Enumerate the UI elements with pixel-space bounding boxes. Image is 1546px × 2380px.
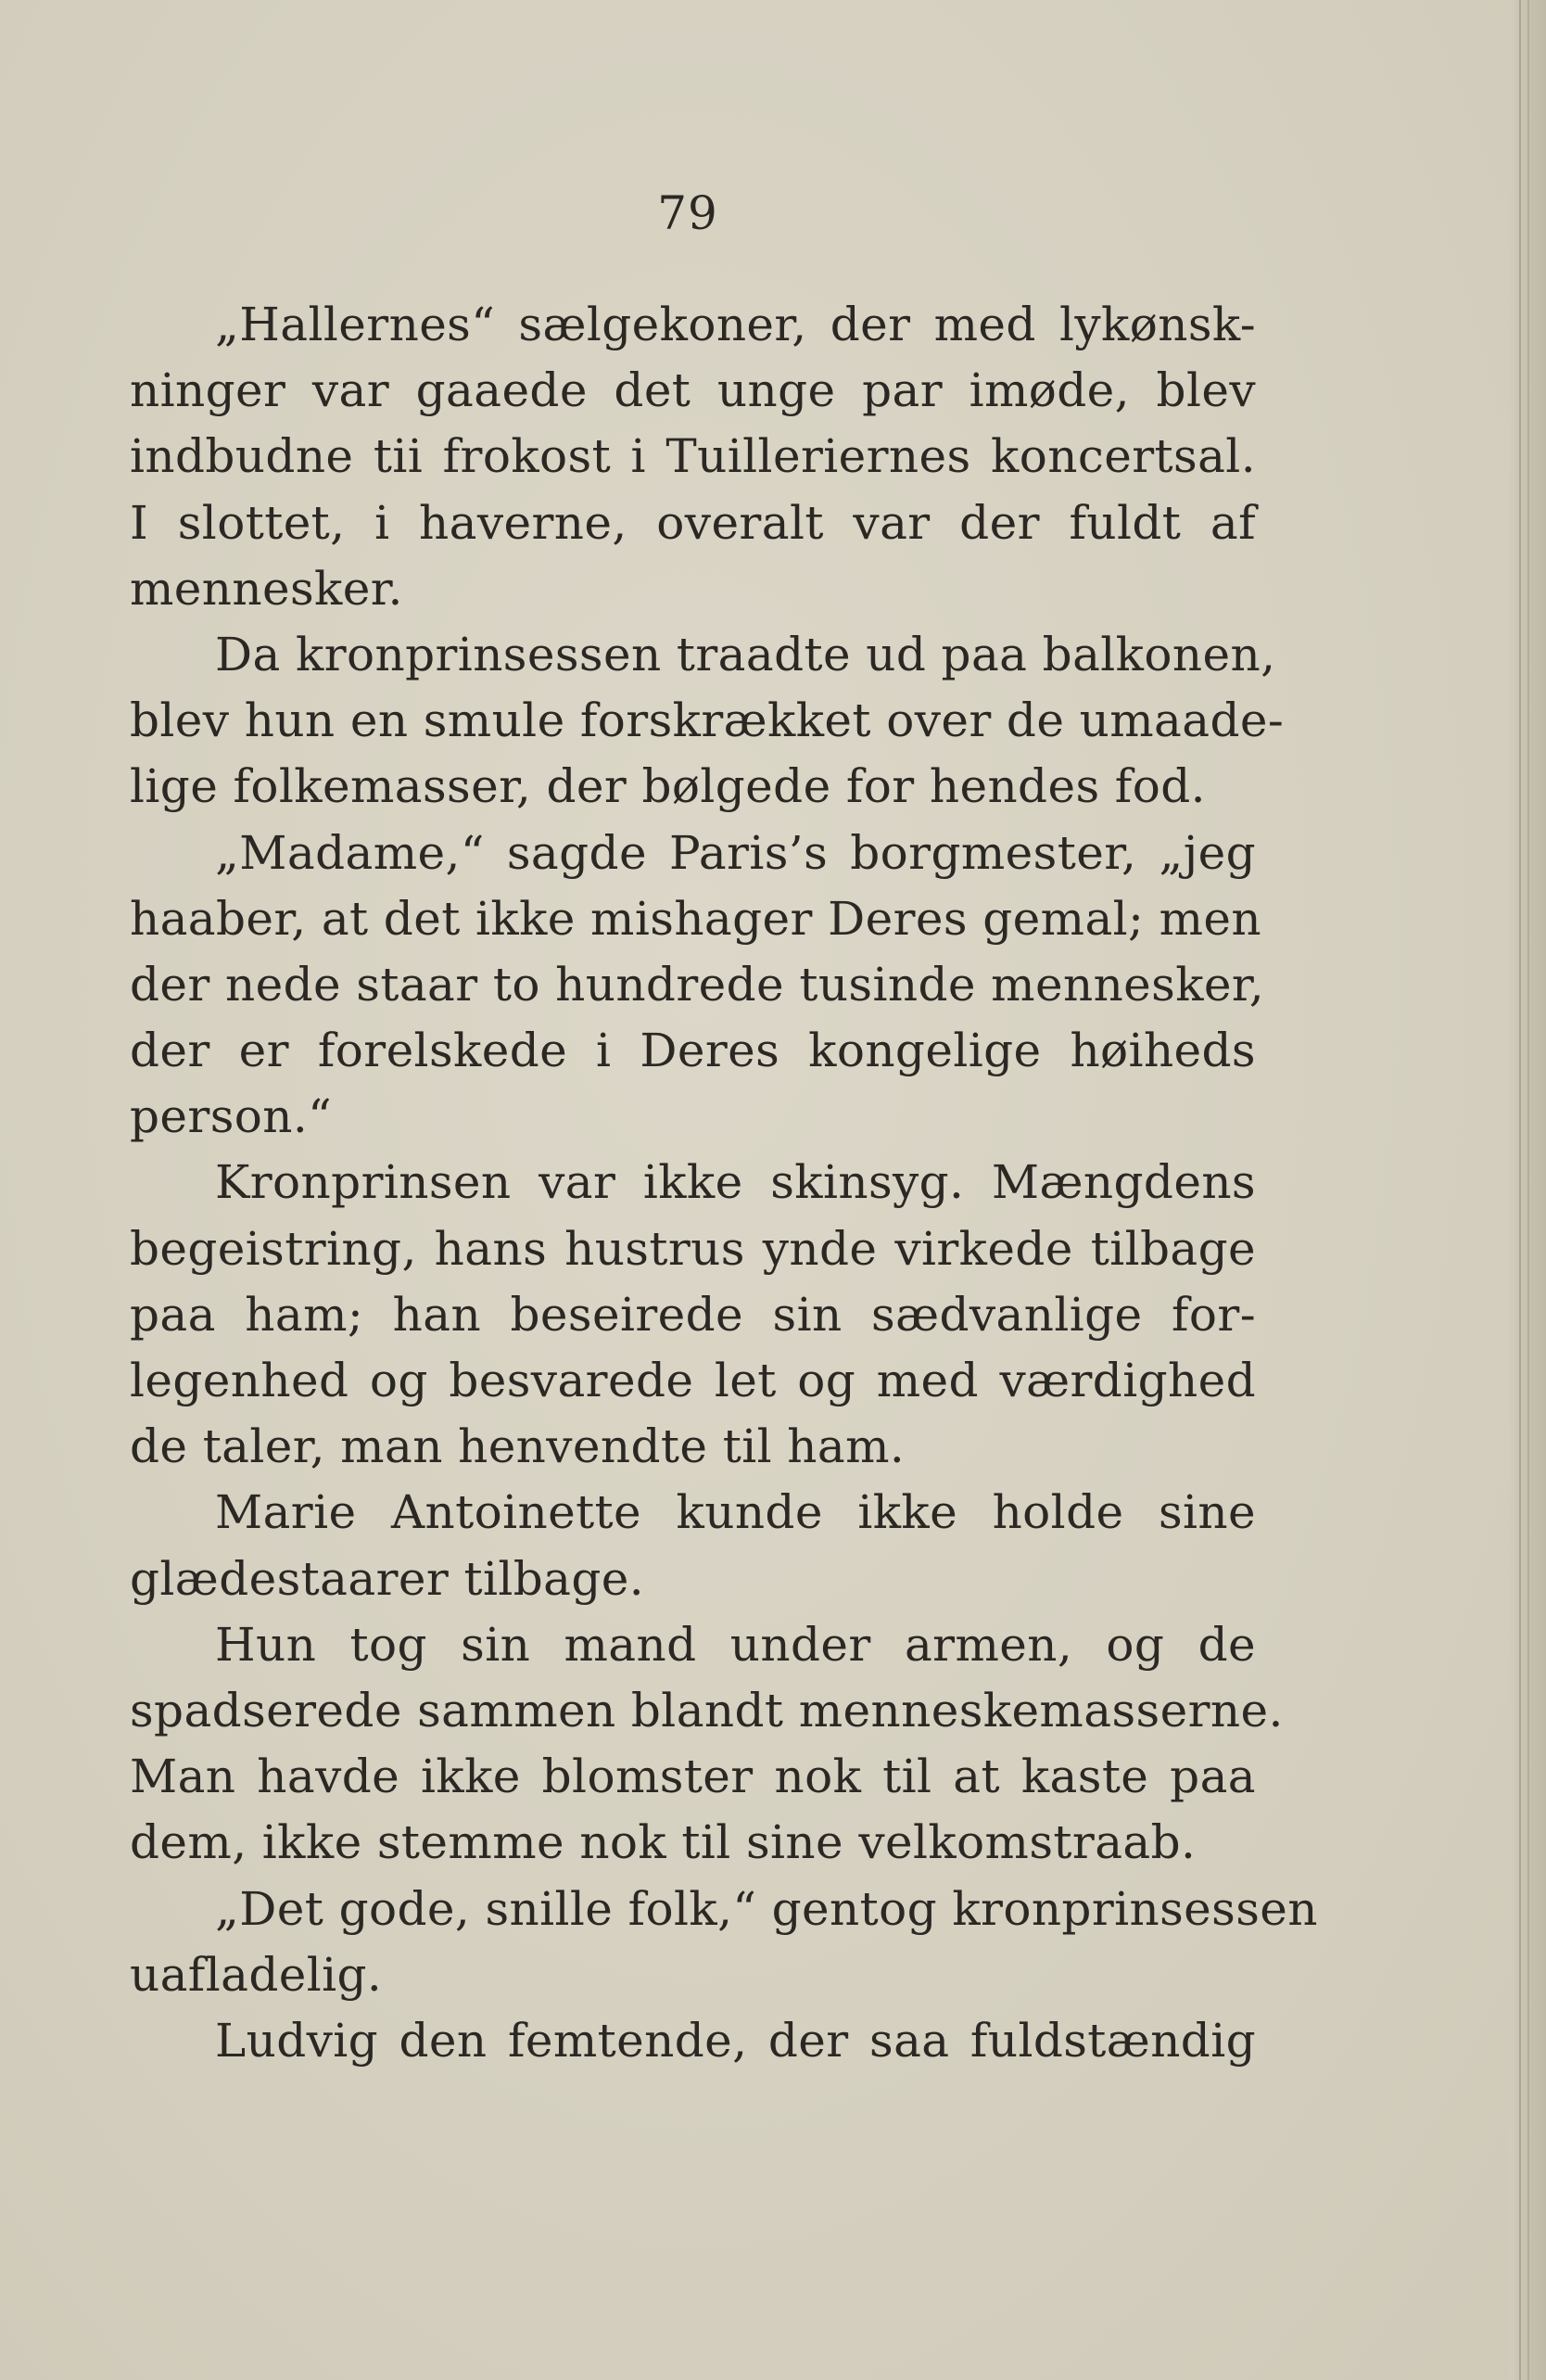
text-line: der er forelskede i Deres kongelige høiheds <box>130 1024 1256 1078</box>
text-line: blev hun en smule forskrækket over de umaade- <box>130 694 1285 748</box>
text-line: mennesker. <box>130 561 403 616</box>
text-line: „Madame,“ sagde Paris’s borgmester, „jeg <box>215 825 1256 880</box>
text-line: person.“ <box>130 1089 333 1144</box>
text-line: der nede staar to hundrede tusinde mennesker, <box>130 957 1265 1012</box>
gutter-line <box>1519 0 1521 2380</box>
gutter-line <box>1527 0 1529 2380</box>
text-line: legenhed og besvarede let og med værdighed <box>130 1354 1256 1407</box>
text-line: paa ham; han beseirede sin sædvanlige for- <box>130 1287 1256 1342</box>
text-line: uafladelig. <box>130 1947 383 2002</box>
text-line: de taler, man henvendte til ham. <box>130 1419 906 1474</box>
text-line: Man havde ikke blomster nok til at kaste paa <box>130 1750 1256 1804</box>
text-line: lige folkemasser, der bølgede for hendes fod. <box>130 759 1206 814</box>
text-line: dem, ikke stemme nok til sine velkomstraab. <box>130 1815 1197 1870</box>
text-line: I slottet, i haverne, overalt var der fuldt af <box>130 495 1256 550</box>
text-line: ninger var gaaede det unge par imøde, blev <box>130 363 1256 418</box>
text-line: Ludvig den femtende, der saa fuldstændig <box>215 2013 1256 2068</box>
text-line: Kronprinsen var ikke skinsyg. Mængdens <box>215 1155 1256 1210</box>
text-line: spadserede sammen blandt menneskemasserne. <box>130 1683 1284 1737</box>
text-line: indbudne tii frokost i Tuilleriernes koncertsal. <box>130 429 1256 484</box>
text-line: Marie Antoinette kunde ikke holde sine <box>215 1485 1256 1540</box>
body-text <box>130 292 1318 2074</box>
text-line: „Hallernes“ sælgekoner, der med lykønsk- <box>215 298 1256 351</box>
page-number: 79 <box>657 186 718 240</box>
text-line: „Det gode, snille folk,“ gentog kronprinsessen <box>215 1881 1318 1936</box>
text-line: glædestaarer tilbage. <box>130 1551 645 1606</box>
text-line: begeistring, hans hustrus ynde virkede tilbage <box>130 1221 1256 1276</box>
text-line: haaber, at det ikke mishager Deres gemal; men <box>130 891 1262 946</box>
text-line: Da kronprinsessen traadte ud paa balkonen, <box>215 627 1276 681</box>
text-line: Hun tog sin mand under armen, og de <box>215 1617 1256 1672</box>
